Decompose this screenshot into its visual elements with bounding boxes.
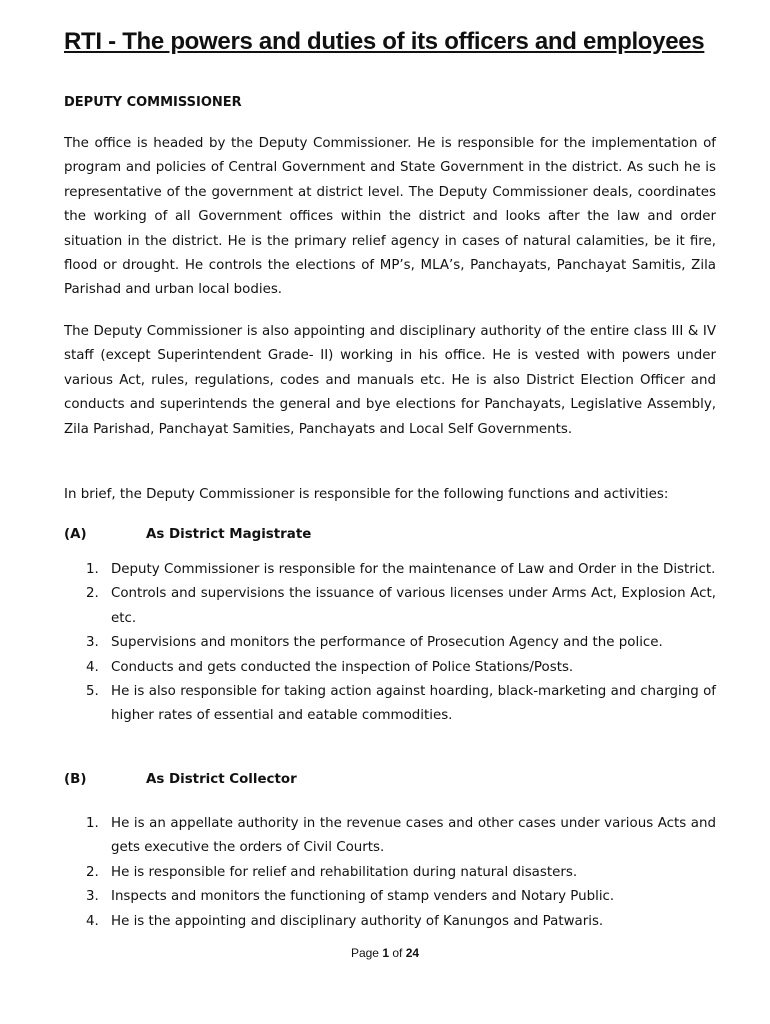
- district-collector-list: [64, 812, 716, 934]
- section-heading: DEPUTY COMMISSIONER: [64, 95, 242, 110]
- list-item: [64, 680, 716, 729]
- list-number: 2.: [86, 586, 99, 602]
- paragraph-overview: The office is headed by the Deputy Commissioner. He is responsible for the implementation of program and policies of Central Government and State Government in the district. As such he is representative of the government at district level. The Deputy Commissioner deals, coordinates the working of all Government offices within the district and looks after the law and order situation in the district. He is the primary relief agency in cases of natural calamities, be it fire, flood or drought. He controls the elections of MP’s, MLA’s, Panchayats, Panchayat Samitis, Zila Parishad and urban local bodies.: [64, 136, 716, 298]
- list-item: [64, 656, 716, 680]
- list-number: 3.: [86, 889, 99, 905]
- list-number: 4.: [86, 659, 99, 675]
- list-item-text: Deputy Commissioner is responsible for the maintenance of Law and Order in the District.: [111, 562, 716, 577]
- page-label: Page: [350, 946, 379, 960]
- of-label: of: [392, 946, 403, 960]
- district-magistrate-list: [64, 558, 716, 729]
- list-number: 3.: [86, 635, 99, 651]
- list-item-text: Inspects and monitors the functioning of stamp venders and Notary Public.: [111, 889, 615, 905]
- list-number: 5.: [86, 684, 99, 700]
- subheading-district-magistrate: [64, 527, 311, 542]
- subheading-district-collector: [64, 772, 297, 787]
- paragraph-authority: The Deputy Commissioner is also appointing and disciplinary authority of the entire class III & IV staff (except Superintendent Grade- II) working in his office. He is vested with powers under various Act, rules, regulations, codes and manuals etc. He is also District Election Officer and conducts and superintends the general and bye elections for Panchayats, Legislative Assembly, Zila Parishad, Panchayat Samities, Panchayats and Local Self Governments.: [64, 324, 716, 437]
- subheading-letter: (A): [64, 527, 87, 542]
- subheading-letter: (B): [64, 772, 87, 787]
- list-number: 1.: [86, 562, 99, 577]
- list-item-text: He is the appointing and disciplinary authority of Kanungos and Patwaris.: [111, 913, 604, 929]
- page-title: RTI - The powers and duties of its officers and employees: [64, 28, 705, 55]
- list-item: [64, 812, 716, 861]
- list-item: [64, 631, 716, 655]
- paragraph-intro-functions: In brief, the Deputy Commissioner is responsible for the following functions and activities:: [64, 487, 669, 502]
- total-pages-number: 24: [405, 946, 420, 960]
- list-item-text: He is also responsible for taking action against hoarding, black-marketing and charging of higher rates of essential and eatable commodities.: [111, 684, 716, 724]
- list-item-text: Conducts and gets conducted the inspection of Police Stations/Posts.: [111, 659, 574, 675]
- list-item-text: He is an appellate authority in the revenue cases and other cases under various Acts and gets executive the orders of Civil Courts.: [111, 816, 716, 856]
- list-item-text: Controls and supervisions the issuance of various licenses under Arms Act, Explosion Act, etc.: [111, 586, 716, 626]
- list-number: 1.: [86, 816, 99, 831]
- list-item: [64, 885, 716, 909]
- list-number: 4.: [86, 913, 99, 929]
- list-number: 2.: [86, 864, 99, 880]
- page-footer: [0, 946, 770, 960]
- current-page-number: 1: [382, 946, 389, 960]
- list-item: [64, 582, 716, 631]
- list-item-text: He is responsible for relief and rehabilitation during natural disasters.: [111, 864, 578, 880]
- list-item: [64, 861, 716, 885]
- list-item: [64, 910, 716, 934]
- list-item: [64, 558, 716, 582]
- subheading-label: As District Magistrate: [146, 527, 312, 542]
- list-item-text: Supervisions and monitors the performance of Prosecution Agency and the police.: [111, 635, 663, 651]
- subheading-label: As District Collector: [146, 772, 297, 787]
